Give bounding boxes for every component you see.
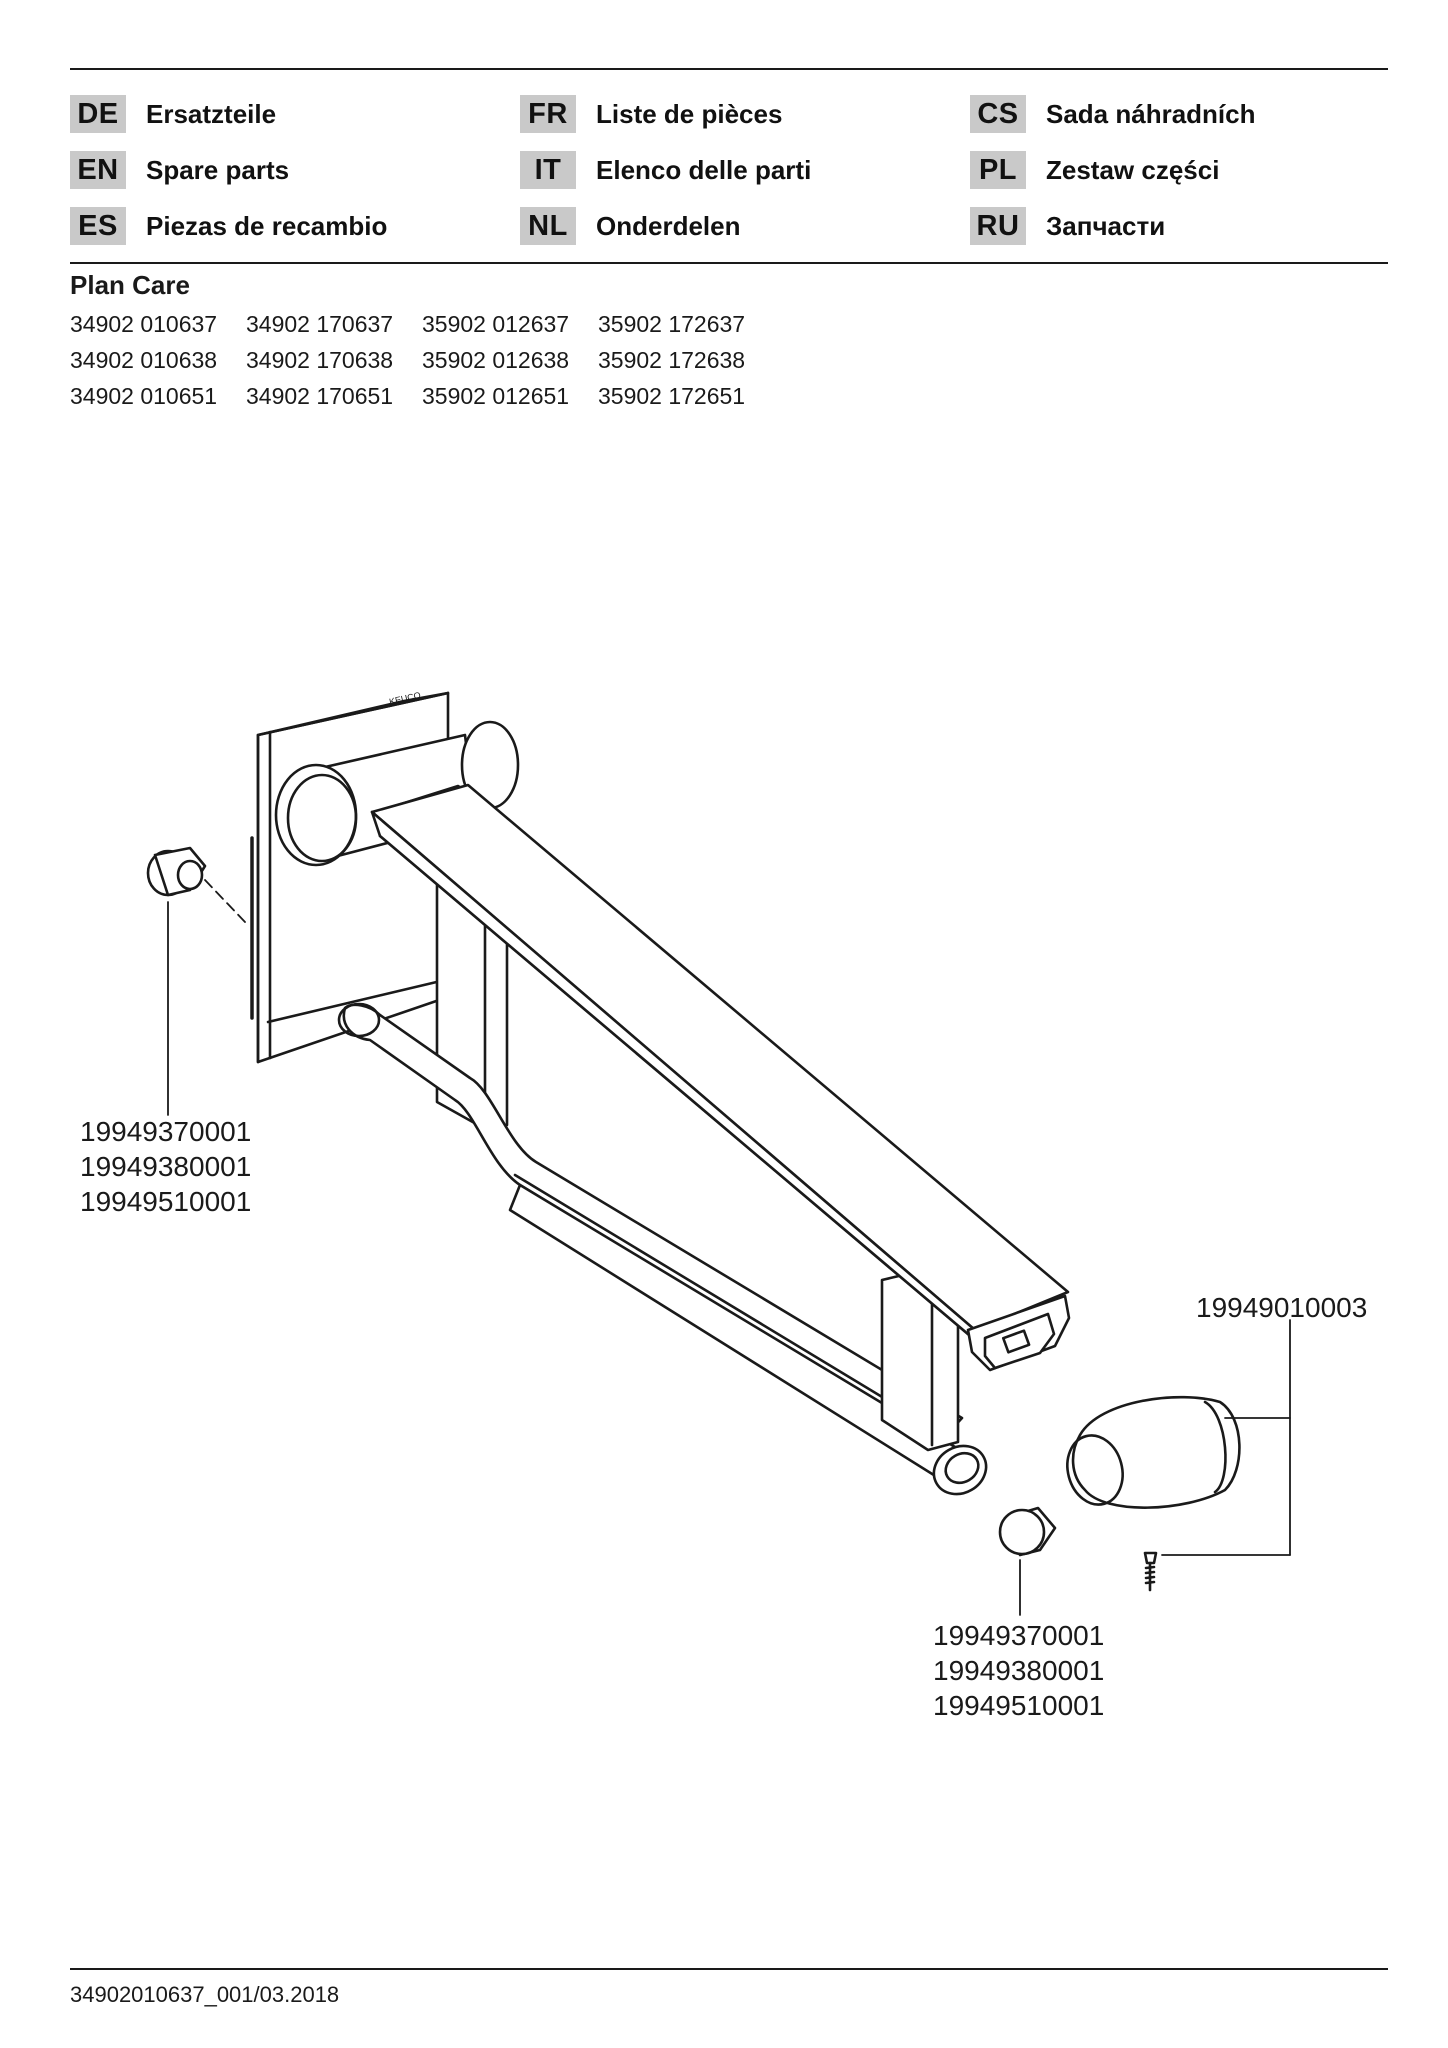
document-id: 34902010637_001/03.2018	[70, 1982, 340, 2007]
article-number: 34902 170651	[246, 382, 394, 409]
part-number: 19949380001	[80, 1151, 252, 1182]
part-number: 19949510001	[933, 1690, 1105, 1721]
language-code-cs: CS	[970, 95, 1026, 133]
part-numbers-cap-bottom	[933, 1618, 1104, 1723]
article-number: 35902 012638	[422, 346, 570, 373]
article-number: 34902 010651	[70, 382, 218, 409]
language-code-fr: FR	[520, 95, 576, 133]
footer-rule	[70, 1968, 1388, 1970]
language-label-de: Ersatzteile	[146, 98, 277, 129]
language-label-fr: Liste de pièces	[596, 98, 783, 129]
language-code-es: ES	[70, 207, 126, 245]
language-label-it: Elenco delle parti	[596, 154, 812, 185]
part-number: 19949370001	[80, 1116, 252, 1147]
language-code-en: EN	[70, 151, 126, 189]
article-number: 35902 172651	[598, 382, 746, 409]
language-label-es: Piezas de recambio	[146, 210, 388, 241]
cap-left-axis	[205, 880, 245, 922]
part-number: 19949370001	[933, 1620, 1105, 1651]
article-number: 34902 170638	[246, 346, 394, 373]
cap-left-icon	[148, 848, 205, 895]
language-code-de: DE	[70, 95, 126, 133]
screw-icon	[1145, 1553, 1156, 1590]
language-code-nl: NL	[520, 207, 576, 245]
language-code-pl: PL	[970, 151, 1026, 189]
brand-mark: KEUCO	[388, 690, 422, 707]
part-number: 19949380001	[933, 1655, 1105, 1686]
product-title: Plan Care	[70, 270, 190, 300]
language-label-nl: Onderdelen	[596, 210, 741, 241]
part-numbers-cap-left	[80, 1114, 251, 1219]
article-number: 35902 012651	[422, 382, 570, 409]
part-numbers-end-piece	[1196, 1290, 1367, 1325]
language-label-en: Spare parts	[146, 154, 290, 185]
article-number: 34902 170637	[246, 310, 394, 337]
end-cap-knob	[1060, 1397, 1240, 1511]
article-number: 34902 010638	[70, 346, 218, 373]
language-code-it: IT	[520, 151, 576, 189]
article-number: 35902 012637	[422, 310, 570, 337]
cap-bottom-icon	[1000, 1508, 1055, 1555]
language-label-cs: Sada náhradních	[1046, 98, 1256, 129]
language-code-ru: RU	[970, 207, 1026, 245]
part-number: 19949010003	[1196, 1292, 1368, 1323]
article-number: 34902 010637	[70, 310, 218, 337]
article-number: 35902 172637	[598, 310, 746, 337]
article-number: 35902 172638	[598, 346, 746, 373]
part-number: 19949510001	[80, 1186, 252, 1217]
language-label-pl: Zestaw części	[1046, 154, 1220, 185]
language-label-ru: Запчасти	[1046, 210, 1166, 241]
